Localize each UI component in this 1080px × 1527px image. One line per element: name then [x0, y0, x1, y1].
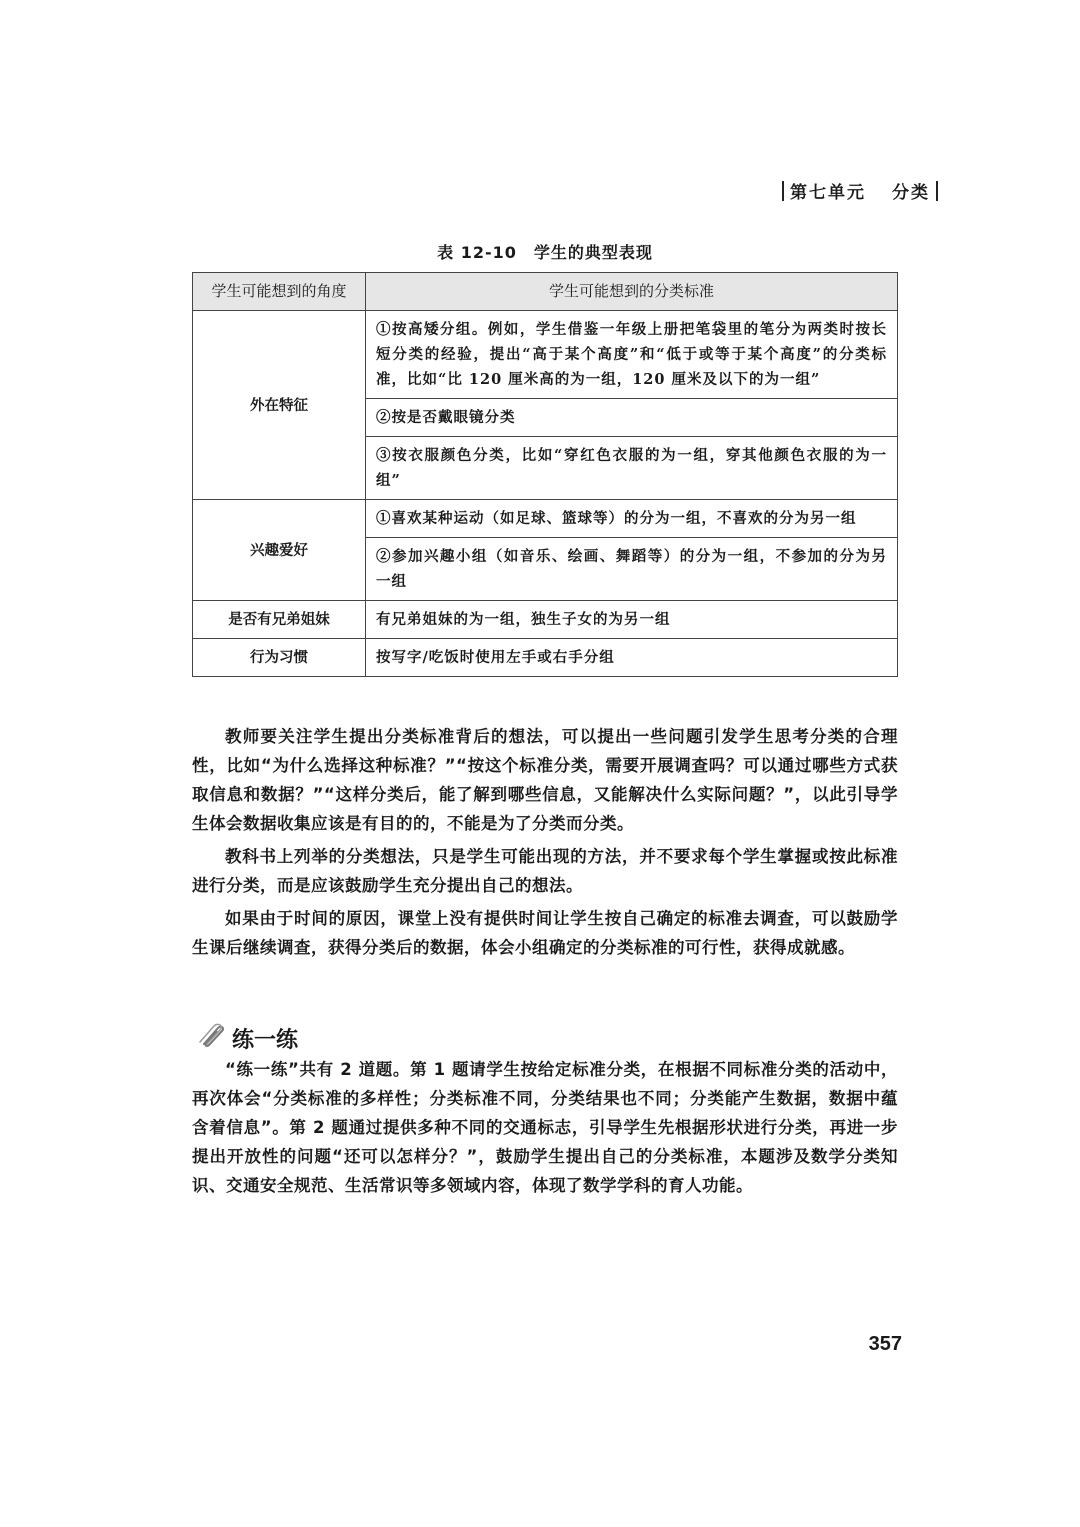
paperclip-icon — [196, 1020, 228, 1056]
student-performance-table — [192, 272, 898, 677]
header-unit: 第七单元 — [790, 183, 866, 203]
section-heading — [196, 1020, 298, 1056]
header-topic: 分类 — [892, 183, 930, 203]
running-header — [782, 178, 938, 203]
standard-cell: 按写字/吃饭时使用左手或右手分组 — [366, 639, 898, 677]
paragraph: 教师要关注学生提出分类标准背后的想法，可以提出一些问题引发学生思考分类的合理性，比如“为什么选择这种标准？”“按这个标准分类，需要开展调查吗？可以通过哪些方式获取信息和数据？”“这样分类后，能了解到哪些信息，又能解决什么实际问题？”，以此引导学生体会数据收集应该是有目的的，不能是为了分类而分类。 — [192, 727, 898, 833]
angle-cell: 是否有兄弟姐妹 — [193, 601, 366, 639]
standard-cell: ①按高矮分组。例如，学生借鉴一年级上册把笔袋里的笔分为两类时按长短分类的经验，提出“高于某个高度”和“低于或等于某个高度”的分类标准，比如“比 120 厘米高的为一组，120 厘米及以下的为一组” — [366, 311, 898, 399]
angle-cell: 行为习惯 — [193, 639, 366, 677]
table-row — [193, 500, 898, 538]
section-title: 练一练 — [232, 1027, 299, 1053]
standard-cell: 有兄弟姐妹的为一组，独生子女的为另一组 — [366, 601, 898, 639]
standard-cell: ①喜欢某种运动（如足球、篮球等）的分为一组，不喜欢的分为另一组 — [366, 500, 898, 538]
table-row — [193, 601, 898, 639]
section-body — [192, 1055, 898, 1204]
standard-cell: ②按是否戴眼镜分类 — [366, 399, 898, 437]
paragraph: 如果由于时间的原因，课堂上没有提供时间让学生按自己确定的标准去调查，可以鼓励学生课后继续调查，获得分类后的数据，体会小组确定的分类标准的可行性，获得成就感。 — [192, 909, 898, 957]
standard-cell: ②参加兴趣小组（如音乐、绘画、舞蹈等）的分为一组，不参加的分为另一组 — [366, 538, 898, 601]
page-number: 357 — [868, 1333, 902, 1355]
angle-cell: 兴趣爱好 — [193, 500, 366, 601]
table-row — [193, 311, 898, 399]
header-divider-right — [936, 181, 938, 201]
table-caption: 表 12-10 学生的典型表现 — [437, 243, 653, 262]
paragraph: “练一练”共有 2 道题。第 1 题请学生按给定标准分类，在根据不同标准分类的活动中，再次体会“分类标准的多样性；分类标准不同，分类结果也不同；分类能产生数据，数据中蕴含着信息”。第 2 题通过提供多种不同的交通标志，引导学生先根据形状进行分类，再进一步提出开放性的问题“还可以怎样分？”，鼓励学生提出自己的分类标准，本题涉及数学分类知识、交通安全规范、生活常识等多领域内容，体现了数学学科的育人功能。 — [192, 1060, 898, 1195]
column-header-standard: 学生可能想到的分类标准 — [366, 273, 898, 311]
table-row — [193, 639, 898, 677]
paragraph: 教科书上列举的分类想法，只是学生可能出现的方法，并不要求每个学生掌握或按此标准进行分类，而是应该鼓励学生充分提出自己的想法。 — [192, 847, 898, 895]
header-divider-left — [782, 181, 784, 201]
table-header-row — [193, 273, 898, 311]
body-paragraphs — [192, 722, 898, 966]
angle-cell: 外在特征 — [193, 311, 366, 500]
standard-cell: ③按衣服颜色分类，比如“穿红色衣服的为一组，穿其他颜色衣服的为一组” — [366, 437, 898, 500]
column-header-angle: 学生可能想到的角度 — [193, 273, 366, 311]
